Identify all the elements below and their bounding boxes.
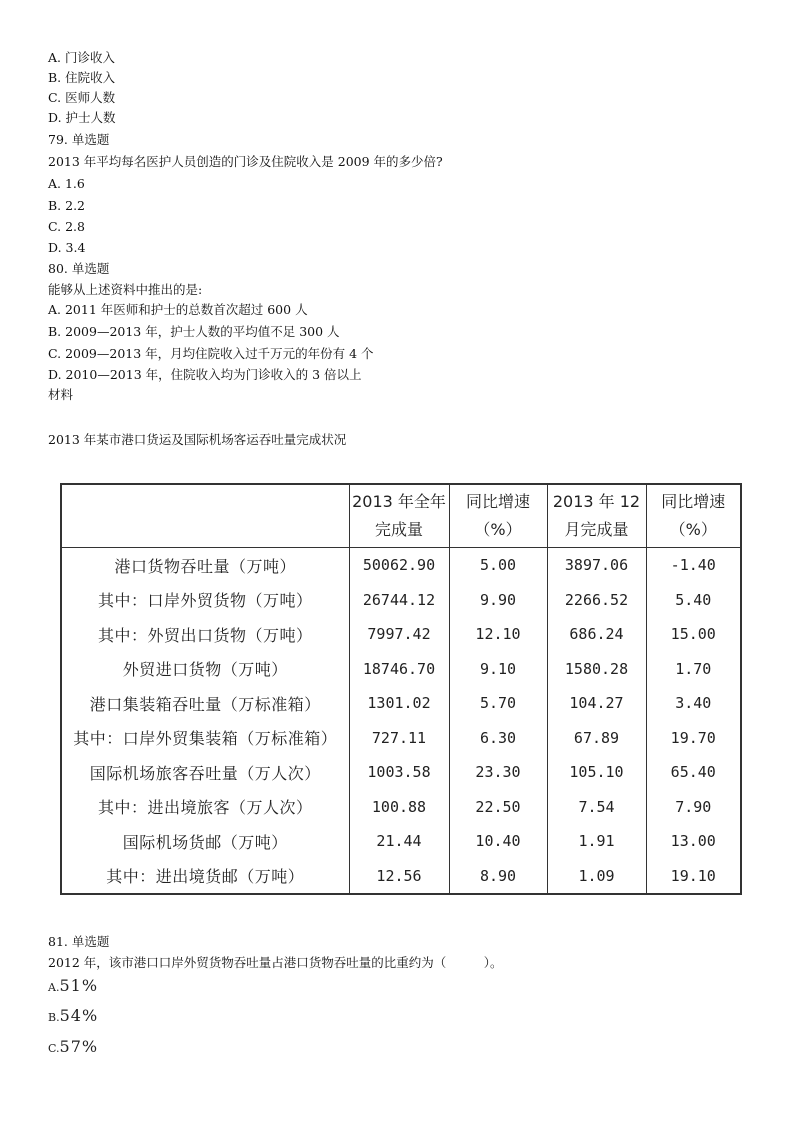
row-label: 其中：进出境货邮（万吨） (106, 867, 305, 887)
option-a-outpatient: A. 门诊收入 (48, 50, 115, 65)
table-header-blank (61, 484, 349, 548)
cell-december-growth: 19.10 (646, 859, 741, 895)
cell-december: 3897.06 (547, 548, 646, 583)
q81-option-b-letter: B. (48, 1011, 60, 1024)
table-header-row (61, 484, 741, 548)
row-label: 港口货物吞吐量（万吨） (114, 556, 296, 576)
table-row (61, 617, 741, 652)
table-row (61, 755, 741, 790)
cell-december-growth: 7.90 (646, 790, 741, 825)
row-label: 其中：口岸外贸货物（万吨） (97, 591, 313, 611)
cell-december: 1580.28 (547, 652, 646, 687)
q79-stem: 2013 年平均每名医护人员创造的门诊及住院收入是 2009 年的多少倍? (48, 154, 443, 169)
q81-number: 81. 单选题 (48, 934, 110, 949)
q79-option-b: B. 2.2 (48, 198, 86, 213)
cell-annual: 7997.42 (349, 617, 449, 652)
throughput-table (60, 483, 742, 895)
q81-option-b (48, 1006, 98, 1025)
table-row (61, 652, 741, 687)
row-label: 国际机场旅客吞吐量（万人次） (89, 763, 321, 783)
q80-option-b: B. 2009—2013 年，护士人数的平均值不足 300 人 (48, 324, 340, 339)
table-row (61, 548, 741, 583)
q81-option-a-letter: A. (48, 981, 60, 994)
table-row (61, 790, 741, 825)
cell-december-growth: 3.40 (646, 686, 741, 721)
table-header-december-growth: 同比增速（%） (646, 484, 741, 548)
cell-annual-growth: 22.50 (449, 790, 547, 825)
table-row (61, 859, 741, 895)
q80-option-a: A. 2011 年医师和护士的总数首次超过 600 人 (48, 302, 308, 317)
cell-december: 2266.52 (547, 583, 646, 618)
q81-option-b-value: 54% (59, 1006, 99, 1025)
cell-december-growth: 5.40 (646, 583, 741, 618)
option-c-doctors: C. 医师人数 (48, 90, 116, 105)
row-label: 其中：口岸外贸集装箱（万标准箱） (73, 729, 338, 749)
q80-option-c: C. 2009—2013 年，月均住院收入过千万元的年份有 4 个 (48, 346, 374, 361)
option-d-nurses: D. 护士人数 (48, 110, 116, 125)
cell-annual: 21.44 (349, 824, 449, 859)
cell-december-growth: -1.40 (646, 548, 741, 583)
cell-annual: 100.88 (349, 790, 449, 825)
q79-option-c: C. 2.8 (48, 219, 85, 234)
cell-annual: 727.11 (349, 721, 449, 756)
option-b-inpatient: B. 住院收入 (48, 70, 116, 85)
q79-option-d: D. 3.4 (48, 240, 86, 255)
cell-december: 7.54 (547, 790, 646, 825)
table-header-annual: 2013 年全年完成量 (349, 484, 449, 548)
cell-annual-growth: 5.70 (449, 686, 547, 721)
q81-stem: 2012 年，该市港口口岸外贸货物吞吐量占港口货物吞吐量的比重约为（ ）。 (48, 955, 503, 970)
row-label: 其中：外贸出口货物（万吨） (97, 625, 313, 645)
cell-december-growth: 1.70 (646, 652, 741, 687)
cell-annual-growth: 23.30 (449, 755, 547, 790)
table-row (61, 583, 741, 618)
cell-annual: 18746.70 (349, 652, 449, 687)
cell-annual-growth: 9.90 (449, 583, 547, 618)
cell-december: 686.24 (547, 617, 646, 652)
table-header-annual-growth: 同比增速（%） (449, 484, 547, 548)
q81-option-a-value: 51% (59, 976, 99, 995)
table-header-december: 2013 年 12 月完成量 (547, 484, 646, 548)
cell-annual: 12.56 (349, 859, 449, 895)
cell-annual: 26744.12 (349, 583, 449, 618)
cell-december: 1.09 (547, 859, 646, 895)
q79-number: 79. 单选题 (48, 132, 110, 147)
cell-december: 105.10 (547, 755, 646, 790)
q81-option-c-value: 57% (59, 1037, 99, 1056)
cell-annual: 1003.58 (349, 755, 449, 790)
q81-option-c (48, 1037, 98, 1056)
q80-stem: 能够从上述资料中推出的是: (48, 282, 203, 297)
cell-annual-growth: 8.90 (449, 859, 547, 895)
cell-annual: 1301.02 (349, 686, 449, 721)
material-label: 材料 (48, 387, 74, 402)
cell-annual-growth: 10.40 (449, 824, 547, 859)
table-title: 2013 年某市港口货运及国际机场客运吞吐量完成状况 (48, 432, 347, 447)
q79-option-a: A. 1.6 (48, 176, 85, 191)
row-label: 其中：进出境旅客（万人次） (97, 798, 313, 818)
cell-annual-growth: 5.00 (449, 548, 547, 583)
row-label: 外贸进口货物（万吨） (122, 660, 288, 680)
table-row (61, 721, 741, 756)
cell-annual-growth: 6.30 (449, 721, 547, 756)
cell-annual-growth: 9.10 (449, 652, 547, 687)
cell-december-growth: 13.00 (646, 824, 741, 859)
row-label: 国际机场货邮（万吨） (122, 832, 288, 852)
cell-annual: 50062.90 (349, 548, 449, 583)
q81-option-a (48, 976, 98, 995)
cell-december: 1.91 (547, 824, 646, 859)
cell-december: 104.27 (547, 686, 646, 721)
q81-option-c-letter: C. (48, 1042, 60, 1055)
row-label: 港口集装箱吞吐量（万标准箱） (89, 694, 321, 714)
cell-annual-growth: 12.10 (449, 617, 547, 652)
q80-number: 80. 单选题 (48, 261, 110, 276)
q80-option-d: D. 2010—2013 年，住院收入均为门诊收入的 3 倍以上 (48, 367, 362, 382)
cell-december: 67.89 (547, 721, 646, 756)
cell-december-growth: 15.00 (646, 617, 741, 652)
throughput-table-wrap (60, 483, 740, 891)
cell-december-growth: 19.70 (646, 721, 741, 756)
table-row (61, 686, 741, 721)
cell-december-growth: 65.40 (646, 755, 741, 790)
table-row (61, 824, 741, 859)
